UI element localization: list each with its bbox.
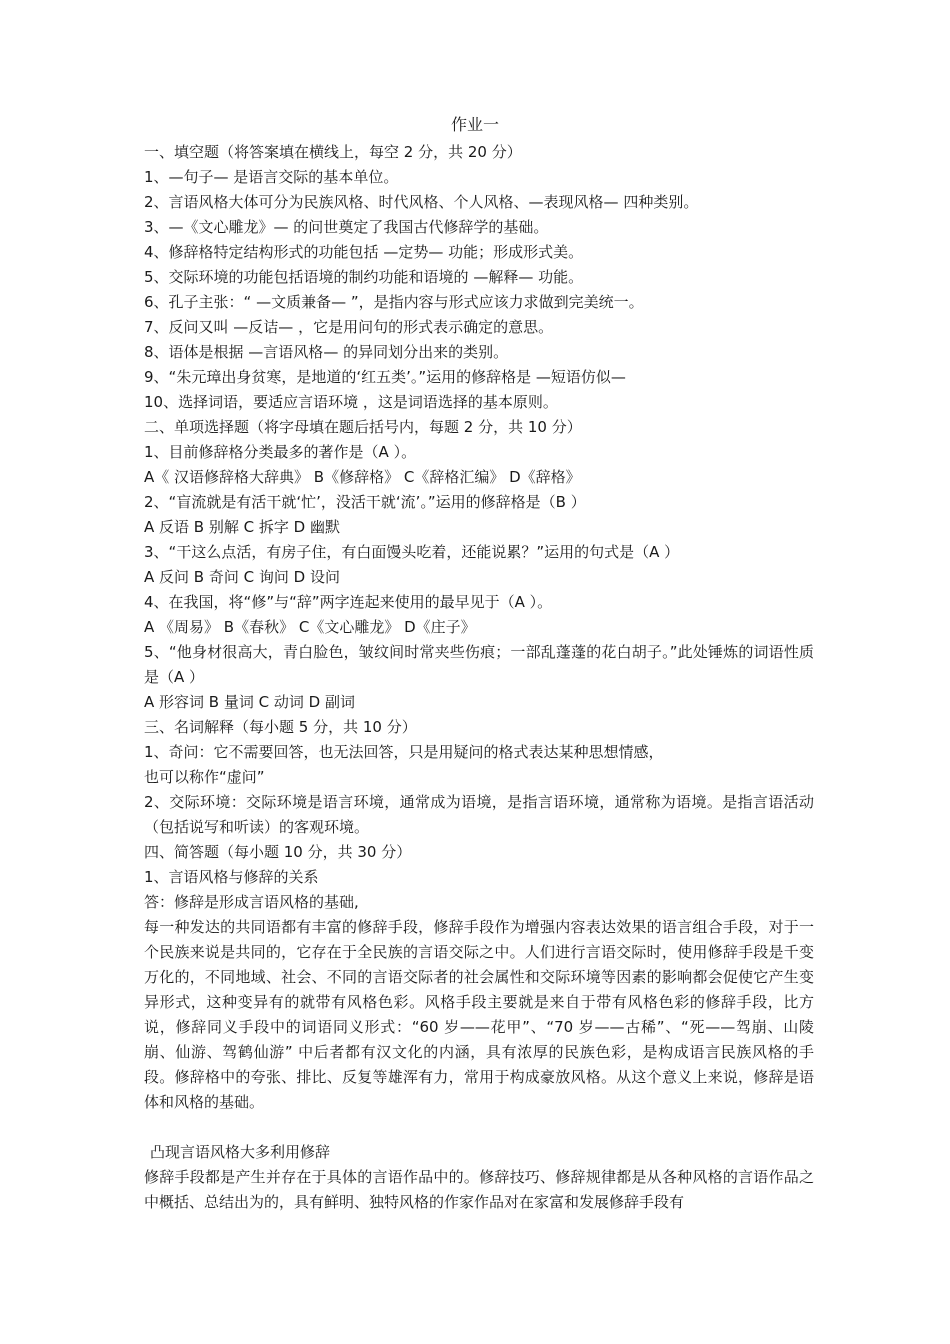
document-body: [144, 140, 814, 1215]
choice-options: A 《周易》 B《春秋》 C《文心雕龙》 D《庄子》: [144, 618, 476, 636]
fill-blank-item: 1、—句子— 是语言交际的基本单位。: [144, 168, 399, 186]
choice-question: 1、目前修辞格分类最多的著作是（A ）。: [144, 443, 417, 461]
fill-blank-item: 8、语体是根据 —言语风格— 的异同划分出来的类别。: [144, 343, 509, 361]
fill-blank-item: 3、—《文心雕龙》— 的问世奠定了我国古代修辞学的基础。: [144, 218, 549, 236]
choice-options: A 反语 B 别解 C 拆字 D 幽默: [144, 518, 340, 536]
fill-blank-item: 4、修辞格特定结构形式的功能包括 —定势— 功能；形成形式美。: [144, 243, 584, 261]
answer-subheading: 凸现言语风格大多利用修辞: [150, 1143, 331, 1161]
definition-item: 2、交际环境：交际环境是语言环境，通常成为语境，是指言语环境，通常称为语境。是指言语活动（包括说写和听读）的客观环境。: [144, 793, 814, 836]
section-heading-single-choice: 二、单项选择题（将字母填在题后括号内，每题 2 分，共 10 分）: [144, 418, 582, 436]
section-heading-definitions: 三、名词解释（每小题 5 分，共 10 分）: [144, 718, 417, 736]
page-title: 作业一: [450, 115, 499, 134]
definition-item: 1、奇问：它不需要回答，也无法回答，只是用疑问的格式表达某种思想情感，: [144, 743, 664, 761]
section-heading-fill-blank: 一、填空题（将答案填在横线上，每空 2 分，共 20 分）: [144, 143, 522, 161]
fill-blank-item: 10、选择词语，要适应言语环境 ，这是词语选择的基本原则。: [144, 393, 558, 411]
choice-question: 3、“干这么点活，有房子住，有白面馒头吃着，还能说累？”运用的句式是（A ）: [144, 543, 680, 561]
fill-blank-item: 9、“朱元璋出身贫寒，是地道的‘红五类’。”运用的修辞格是 —短语仿似—: [144, 368, 626, 386]
answer-paragraph: 修辞手段都是产生并存在于具体的言语作品中的。修辞技巧、修辞规律都是从各种风格的言语作品之中概括、总结出为的，具有鲜明、独特风格的作家作品对在家富和发展修辞手段有: [144, 1168, 814, 1211]
answer-label: 答：修辞是形成言语风格的基础,: [144, 893, 359, 911]
choice-options: A 反问 B 奇问 C 询问 D 设问: [144, 568, 340, 586]
fill-blank-item: 7、反问又叫 —反诘— ，它是用问句的形式表示确定的意思。: [144, 318, 554, 336]
fill-blank-item: 5、交际环境的功能包括语境的制约功能和语境的 —解释— 功能。: [144, 268, 584, 286]
section-heading-short-answer: 四、简答题（每小题 10 分，共 30 分）: [144, 843, 412, 861]
short-answer-question: 1、言语风格与修辞的关系: [144, 868, 319, 886]
choice-options: A 形容词 B 量词 C 动词 D 副词: [144, 693, 355, 711]
choice-question: 2、“盲流就是有活干就‘忙’，没活干就‘流’。”运用的修辞格是（B ）: [144, 493, 586, 511]
fill-blank-item: 6、孔子主张：“ —文质兼备— ”，是指内容与形式应该力求做到完美统一。: [144, 293, 644, 311]
answer-paragraph: 每一种发达的共同语都有丰富的修辞手段，修辞手段作为增强内容表达效果的语言组合手段，对于一个民族来说是共同的，它存在于全民族的言语交际之中。人们进行言语交际时，使用修辞手段是千变万化的，不同地域、社会、不同的言语交际者的社会属性和交际环境等因素的影响都会促使它产生变异形式，这种变异有的就带有风格色彩。风格手段主要就是来自于带有风格色彩的修辞手段，比方说，修辞同义手段中的词语同义形式：“60 岁——花甲”、“70 岁——古稀”、“死——驾崩、山陵崩、仙游、驾鹤仙游” 中后者都有汉文化的内涵，具有浓厚的民族色彩，是构成语言民族风格的手段。修辞格中的夸张、排比、反复等雄浑有力，常用于构成豪放风格。从这个意义上来说，修辞是语体和风格的基础。: [144, 918, 814, 1111]
fill-blank-item: 2、言语风格大体可分为民族风格、时代风格、个人风格、—表现风格— 四种类别。: [144, 193, 699, 211]
choice-question: 5、“他身材很高大，青白脸色，皱纹间时常夹些伤痕；一部乱蓬蓬的花白胡子。”此处锤炼的词语性质是（A ）: [144, 643, 814, 686]
paragraph-gap: [144, 1115, 814, 1140]
choice-question: 4、在我国，将“修”与“辞”两字连起来使用的最早见于（A ）。: [144, 593, 553, 611]
choice-options: A《 汉语修辞格大辞典》 B《修辞格》 C《辞格汇编》 D《辞格》: [144, 468, 581, 486]
definition-item-continued: 也可以称作“虚问”: [144, 768, 265, 786]
